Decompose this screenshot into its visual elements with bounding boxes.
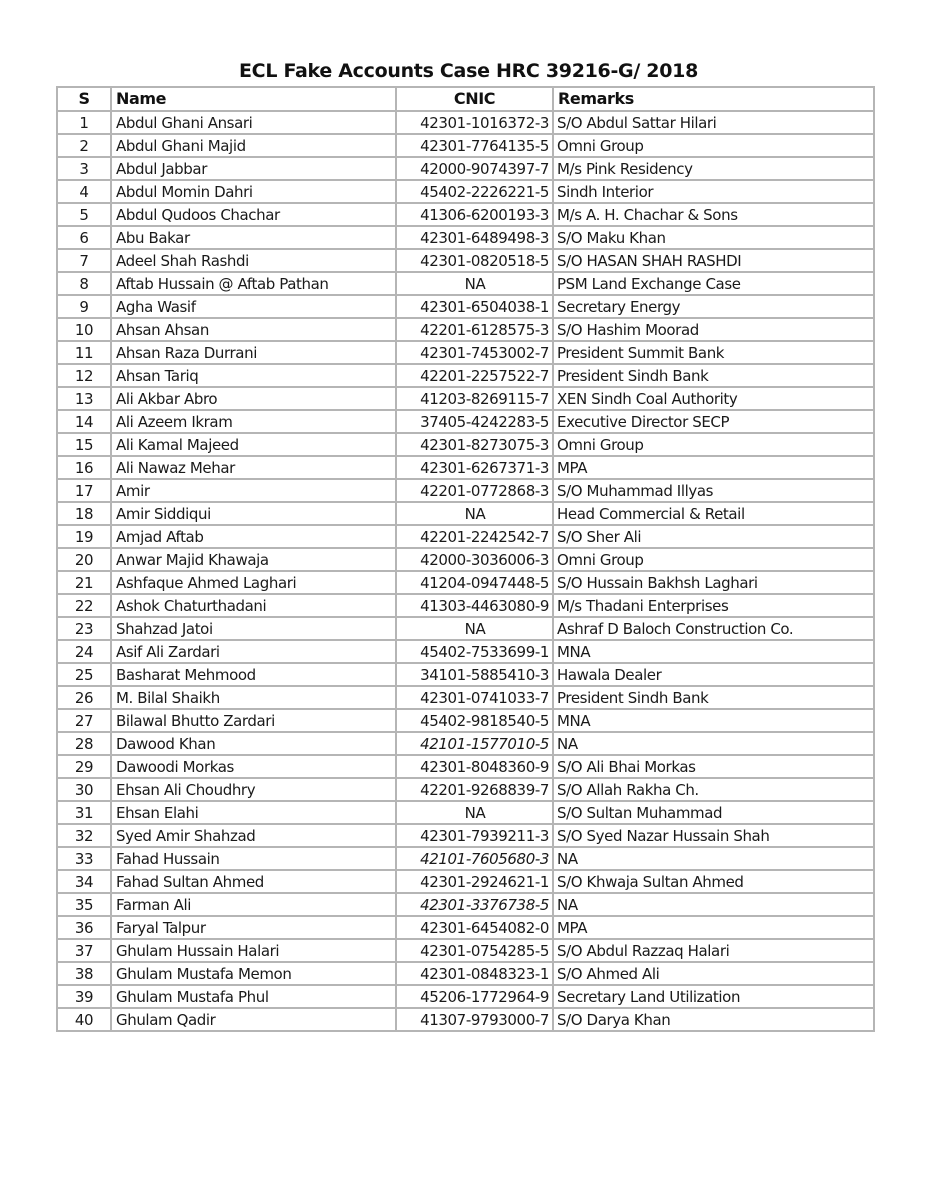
row-cnic: 42201-9268839-7 <box>396 778 553 801</box>
row-name: Asif Ali Zardari <box>111 640 396 663</box>
row-name: Ehsan Elahi <box>111 801 396 824</box>
row-remarks: S/O Sher Ali <box>553 525 874 548</box>
row-remarks: President Sindh Bank <box>553 364 874 387</box>
table-row <box>57 778 874 801</box>
row-remarks: M/s A. H. Chachar & Sons <box>553 203 874 226</box>
row-cnic: 45402-2226221-5 <box>396 180 553 203</box>
row-name: Abdul Momin Dahri <box>111 180 396 203</box>
row-name: Amjad Aftab <box>111 525 396 548</box>
row-cnic: 42000-9074397-7 <box>396 157 553 180</box>
table-row <box>57 479 874 502</box>
row-cnic: 42301-0848323-1 <box>396 962 553 985</box>
row-cnic: 42301-6267371-3 <box>396 456 553 479</box>
table-row <box>57 939 874 962</box>
row-name: Agha Wasif <box>111 295 396 318</box>
row-serial-number: 30 <box>57 778 111 801</box>
row-serial-number: 17 <box>57 479 111 502</box>
row-name: Ashfaque Ahmed Laghari <box>111 571 396 594</box>
row-cnic: 42301-7764135-5 <box>396 134 553 157</box>
row-remarks: S/O Hussain Bakhsh Laghari <box>553 571 874 594</box>
row-name: Aftab Hussain @ Aftab Pathan <box>111 272 396 295</box>
row-serial-number: 1 <box>57 111 111 134</box>
row-remarks: S/O Khwaja Sultan Ahmed <box>553 870 874 893</box>
row-remarks: NA <box>553 847 874 870</box>
row-remarks: Sindh Interior <box>553 180 874 203</box>
row-name: Dawood Khan <box>111 732 396 755</box>
row-serial-number: 10 <box>57 318 111 341</box>
row-serial-number: 37 <box>57 939 111 962</box>
row-serial-number: 11 <box>57 341 111 364</box>
row-cnic: 42301-7939211-3 <box>396 824 553 847</box>
row-remarks: S/O Maku Khan <box>553 226 874 249</box>
row-serial-number: 28 <box>57 732 111 755</box>
row-name: Abdul Qudoos Chachar <box>111 203 396 226</box>
row-cnic: NA <box>396 801 553 824</box>
row-cnic: 42301-0820518-5 <box>396 249 553 272</box>
row-cnic: 42301-2924621-1 <box>396 870 553 893</box>
row-cnic: NA <box>396 272 553 295</box>
row-remarks: S/O Sultan Muhammad <box>553 801 874 824</box>
row-name: M. Bilal Shaikh <box>111 686 396 709</box>
row-remarks: M/s Pink Residency <box>553 157 874 180</box>
row-remarks: Secretary Energy <box>553 295 874 318</box>
row-cnic: 42301-6489498-3 <box>396 226 553 249</box>
row-remarks: S/O Hashim Moorad <box>553 318 874 341</box>
table-row <box>57 1008 874 1031</box>
row-name: Ali Kamal Majeed <box>111 433 396 456</box>
row-remarks: Omni Group <box>553 548 874 571</box>
row-cnic: 45402-9818540-5 <box>396 709 553 732</box>
row-cnic: 42201-2242542-7 <box>396 525 553 548</box>
table-row <box>57 456 874 479</box>
table-row <box>57 364 874 387</box>
row-cnic: 42301-6454082-0 <box>396 916 553 939</box>
row-serial-number: 20 <box>57 548 111 571</box>
row-cnic: 42301-3376738-5 <box>396 893 553 916</box>
table-row <box>57 157 874 180</box>
row-serial-number: 5 <box>57 203 111 226</box>
row-remarks: PSM Land Exchange Case <box>553 272 874 295</box>
table-row <box>57 180 874 203</box>
row-name: Ghulam Mustafa Phul <box>111 985 396 1008</box>
row-name: Fahad Hussain <box>111 847 396 870</box>
table-row <box>57 709 874 732</box>
row-remarks: NA <box>553 732 874 755</box>
row-remarks: S/O Muhammad Illyas <box>553 479 874 502</box>
row-serial-number: 40 <box>57 1008 111 1031</box>
row-name: Anwar Majid Khawaja <box>111 548 396 571</box>
table-row <box>57 870 874 893</box>
row-serial-number: 6 <box>57 226 111 249</box>
table-row <box>57 226 874 249</box>
row-cnic: 42301-1016372-3 <box>396 111 553 134</box>
row-cnic: 41306-6200193-3 <box>396 203 553 226</box>
row-remarks: Omni Group <box>553 433 874 456</box>
table-header-row <box>57 87 874 111</box>
table-row <box>57 755 874 778</box>
row-serial-number: 19 <box>57 525 111 548</box>
table-row <box>57 341 874 364</box>
table-row <box>57 640 874 663</box>
row-remarks: MNA <box>553 640 874 663</box>
row-remarks: Omni Group <box>553 134 874 157</box>
row-serial-number: 32 <box>57 824 111 847</box>
row-cnic: 42101-7605680-3 <box>396 847 553 870</box>
table-row <box>57 594 874 617</box>
row-name: Abdul Ghani Majid <box>111 134 396 157</box>
table-row <box>57 962 874 985</box>
row-serial-number: 14 <box>57 410 111 433</box>
row-cnic: 34101-5885410-3 <box>396 663 553 686</box>
table-row <box>57 272 874 295</box>
row-serial-number: 27 <box>57 709 111 732</box>
row-name: Adeel Shah Rashdi <box>111 249 396 272</box>
row-remarks: MPA <box>553 456 874 479</box>
row-serial-number: 24 <box>57 640 111 663</box>
row-remarks: Secretary Land Utilization <box>553 985 874 1008</box>
row-remarks: Hawala Dealer <box>553 663 874 686</box>
table-row <box>57 525 874 548</box>
row-serial-number: 35 <box>57 893 111 916</box>
row-cnic: 42000-3036006-3 <box>396 548 553 571</box>
row-name: Bilawal Bhutto Zardari <box>111 709 396 732</box>
row-name: Amir <box>111 479 396 502</box>
table-row <box>57 203 874 226</box>
row-name: Abu Bakar <box>111 226 396 249</box>
row-remarks: Executive Director SECP <box>553 410 874 433</box>
row-name: Abdul Jabbar <box>111 157 396 180</box>
row-serial-number: 22 <box>57 594 111 617</box>
row-name: Faryal Talpur <box>111 916 396 939</box>
row-serial-number: 29 <box>57 755 111 778</box>
row-cnic: NA <box>396 502 553 525</box>
row-remarks: MPA <box>553 916 874 939</box>
row-serial-number: 21 <box>57 571 111 594</box>
row-cnic: 41303-4463080-9 <box>396 594 553 617</box>
row-remarks: NA <box>553 893 874 916</box>
column-header-s: S <box>57 87 111 111</box>
table-row <box>57 847 874 870</box>
row-cnic: 45206-1772964-9 <box>396 985 553 1008</box>
row-remarks: Head Commercial & Retail <box>553 502 874 525</box>
row-serial-number: 23 <box>57 617 111 640</box>
row-remarks: S/O Darya Khan <box>553 1008 874 1031</box>
row-serial-number: 7 <box>57 249 111 272</box>
row-cnic: 41203-8269115-7 <box>396 387 553 410</box>
row-name: Dawoodi Morkas <box>111 755 396 778</box>
table-row <box>57 617 874 640</box>
row-name: Ali Azeem Ikram <box>111 410 396 433</box>
row-cnic: 41204-0947448-5 <box>396 571 553 594</box>
row-serial-number: 3 <box>57 157 111 180</box>
row-name: Ali Akbar Abro <box>111 387 396 410</box>
row-serial-number: 2 <box>57 134 111 157</box>
row-remarks: S/O Abdul Razzaq Halari <box>553 939 874 962</box>
document-title: ECL Fake Accounts Case HRC 39216-G/ 2018 <box>239 60 698 82</box>
table-row <box>57 548 874 571</box>
row-remarks: S/O Syed Nazar Hussain Shah <box>553 824 874 847</box>
row-cnic: 45402-7533699-1 <box>396 640 553 663</box>
row-name: Ghulam Qadir <box>111 1008 396 1031</box>
table-row <box>57 318 874 341</box>
table-row <box>57 916 874 939</box>
row-remarks: M/s Thadani Enterprises <box>553 594 874 617</box>
row-name: Amir Siddiqui <box>111 502 396 525</box>
table-row <box>57 732 874 755</box>
row-serial-number: 38 <box>57 962 111 985</box>
row-cnic: 37405-4242283-5 <box>396 410 553 433</box>
row-serial-number: 25 <box>57 663 111 686</box>
column-header-name: Name <box>111 87 396 111</box>
row-serial-number: 16 <box>57 456 111 479</box>
row-serial-number: 8 <box>57 272 111 295</box>
row-serial-number: 33 <box>57 847 111 870</box>
row-cnic: 42301-0741033-7 <box>396 686 553 709</box>
row-name: Ashok Chaturthadani <box>111 594 396 617</box>
row-cnic: 42201-2257522-7 <box>396 364 553 387</box>
table-row <box>57 502 874 525</box>
table-body <box>57 111 874 1031</box>
row-serial-number: 15 <box>57 433 111 456</box>
row-remarks: S/O Ahmed Ali <box>553 962 874 985</box>
row-cnic: 42201-6128575-3 <box>396 318 553 341</box>
row-serial-number: 34 <box>57 870 111 893</box>
table-row <box>57 893 874 916</box>
table-row <box>57 249 874 272</box>
row-serial-number: 9 <box>57 295 111 318</box>
row-serial-number: 4 <box>57 180 111 203</box>
row-remarks: S/O Abdul Sattar Hilari <box>553 111 874 134</box>
row-remarks: President Sindh Bank <box>553 686 874 709</box>
row-serial-number: 36 <box>57 916 111 939</box>
row-remarks: S/O HASAN SHAH RASHDI <box>553 249 874 272</box>
table-row <box>57 387 874 410</box>
table-row <box>57 801 874 824</box>
row-cnic: 41307-9793000-7 <box>396 1008 553 1031</box>
column-header-remarks: Remarks <box>553 87 874 111</box>
row-remarks: President Summit Bank <box>553 341 874 364</box>
row-name: Fahad Sultan Ahmed <box>111 870 396 893</box>
table-row <box>57 134 874 157</box>
row-remarks: S/O Ali Bhai Morkas <box>553 755 874 778</box>
row-remarks: S/O Allah Rakha Ch. <box>553 778 874 801</box>
row-serial-number: 12 <box>57 364 111 387</box>
table-row <box>57 410 874 433</box>
row-name: Syed Amir Shahzad <box>111 824 396 847</box>
row-cnic: NA <box>396 617 553 640</box>
row-cnic: 42101-1577010-5 <box>396 732 553 755</box>
row-serial-number: 13 <box>57 387 111 410</box>
table-row <box>57 571 874 594</box>
row-name: Farman Ali <box>111 893 396 916</box>
row-serial-number: 18 <box>57 502 111 525</box>
column-header-cnic: CNIC <box>396 87 553 111</box>
row-cnic: 42301-7453002-7 <box>396 341 553 364</box>
accounts-table <box>56 86 875 1032</box>
table-row <box>57 111 874 134</box>
table-row <box>57 686 874 709</box>
row-remarks: Ashraf D Baloch Construction Co. <box>553 617 874 640</box>
row-cnic: 42201-0772868-3 <box>396 479 553 502</box>
table-row <box>57 433 874 456</box>
row-serial-number: 26 <box>57 686 111 709</box>
row-name: Ahsan Tariq <box>111 364 396 387</box>
row-remarks: XEN Sindh Coal Authority <box>553 387 874 410</box>
row-remarks: MNA <box>553 709 874 732</box>
row-serial-number: 31 <box>57 801 111 824</box>
row-name: Ehsan Ali Choudhry <box>111 778 396 801</box>
row-name: Ali Nawaz Mehar <box>111 456 396 479</box>
table-row <box>57 985 874 1008</box>
row-name: Ahsan Raza Durrani <box>111 341 396 364</box>
table-row <box>57 663 874 686</box>
row-name: Shahzad Jatoi <box>111 617 396 640</box>
table-row <box>57 295 874 318</box>
row-name: Ahsan Ahsan <box>111 318 396 341</box>
row-cnic: 42301-6504038-1 <box>396 295 553 318</box>
row-name: Abdul Ghani Ansari <box>111 111 396 134</box>
row-name: Ghulam Mustafa Memon <box>111 962 396 985</box>
row-name: Basharat Mehmood <box>111 663 396 686</box>
table-row <box>57 824 874 847</box>
row-cnic: 42301-8048360-9 <box>396 755 553 778</box>
row-cnic: 42301-0754285-5 <box>396 939 553 962</box>
row-serial-number: 39 <box>57 985 111 1008</box>
row-cnic: 42301-8273075-3 <box>396 433 553 456</box>
row-name: Ghulam Hussain Halari <box>111 939 396 962</box>
